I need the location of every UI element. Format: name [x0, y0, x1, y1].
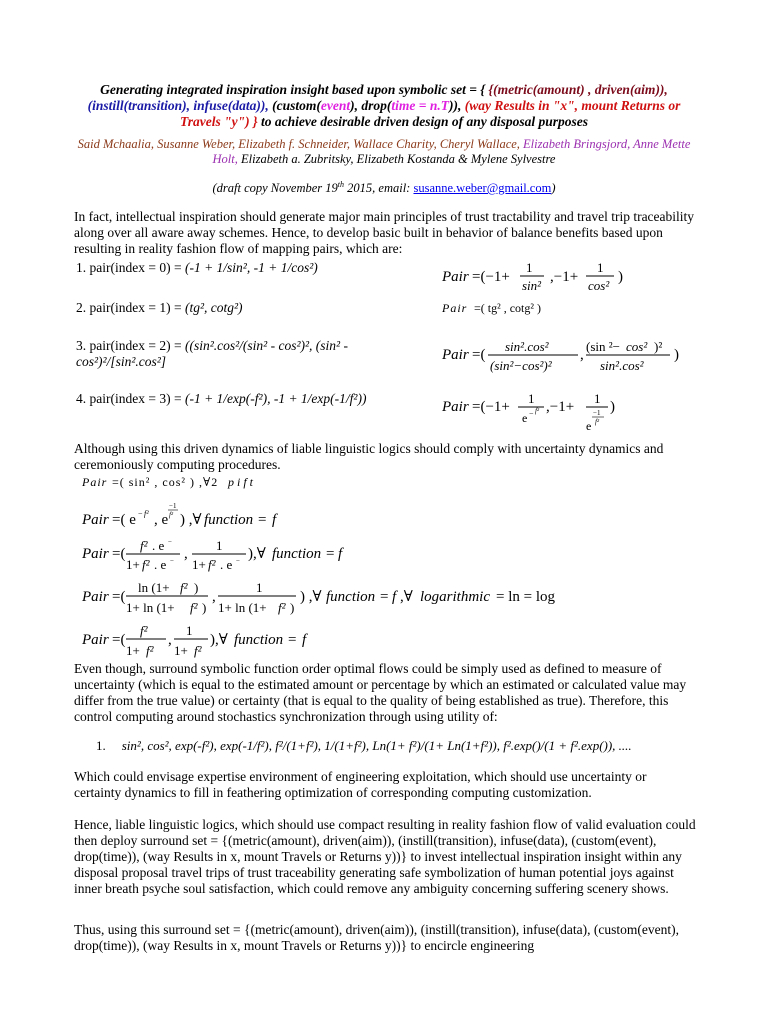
equation-pair-3	[440, 386, 630, 434]
svg-text:f²: f²	[144, 509, 149, 518]
svg-text:f²: f²	[535, 407, 540, 415]
svg-text:Pair: Pair	[82, 589, 109, 605]
svg-text:f²: f²	[169, 511, 174, 519]
svg-text:sin²: sin²	[522, 278, 542, 293]
svg-text:Pair: Pair	[442, 269, 469, 285]
svg-text:=(−1+: =(−1+	[472, 399, 510, 415]
paragraph-6: Thus, using this surround set = {(metric(amount), driven(aim)), (instill(transition), infuse(data), (custom(event), drop(time)), (way Results in x, mount Travels or Returns y))} to encircle engineering	[74, 922, 679, 953]
svg-text:−: −	[529, 409, 534, 418]
paragraph-2: Although using this driven dynamics of liable linguistic logics should comply with uncertainty dynamics and ceremoniously computing procedures.	[74, 441, 664, 472]
svg-text:f²: f²	[180, 580, 188, 595]
svg-text:=: =	[326, 546, 335, 562]
paper-title	[74, 82, 694, 130]
intro-paragraph: In fact, intellectual inspiration should generate major main principles of trust tractability and travel trip traceability along over all aware away schemes. Hence, to develop basic built in behavior of balance benefits based upon resulting in reality fashion flow of mapping pairs, which are:	[74, 209, 695, 256]
pair-expr-1: (tg², cotg²)	[184, 300, 243, 315]
svg-text:=(: =(	[112, 546, 126, 562]
svg-text:f²: f²	[208, 557, 216, 572]
svg-text:Pair: Pair	[442, 301, 468, 315]
svg-text:e: e	[522, 411, 528, 425]
svg-text:f²: f²	[140, 623, 148, 638]
pair-expr-3: (-1 + 1/exp(-f²), -1 + 1/exp(-1/f²))	[184, 391, 367, 406]
draft-mid: 2015, email:	[344, 181, 414, 196]
draft-suffix: )	[551, 181, 556, 196]
svg-text:Pair: Pair	[82, 475, 108, 489]
pair-item-3	[76, 391, 366, 407]
svg-text:f²: f²	[146, 643, 154, 658]
authors-part-1: Said Mchaalia, Susanne Weber, Elizabeth f. Schneider, Wallace Charity, Cheryl Wallace,	[77, 137, 524, 151]
svg-text:(sin²−cos²)²: (sin²−cos²)²	[490, 358, 552, 373]
svg-text:1+: 1+	[192, 557, 206, 572]
svg-text:): )	[290, 600, 295, 615]
pair-label-3: 4. pair(index = 3) =	[76, 391, 185, 406]
authors-part-2: Elizabeth Bringsjord, Anne Mette Holt,	[212, 137, 691, 166]
svg-text:) ,∀: ) ,∀	[300, 589, 322, 605]
svg-text:1+: 1+	[174, 643, 188, 658]
svg-text:function: function	[272, 546, 322, 562]
pair-item-2	[76, 338, 366, 370]
svg-text:f: f	[338, 546, 343, 562]
svg-text:1+: 1+	[126, 557, 140, 572]
svg-text:,: ,	[580, 347, 584, 363]
svg-text:f: f	[272, 512, 277, 528]
svg-text:1+ ln (1+: 1+ ln (1+	[218, 600, 267, 615]
svg-text:e: e	[586, 419, 592, 433]
svg-text:f²: f²	[194, 643, 202, 658]
svg-text:sin².cos²: sin².cos²	[505, 339, 549, 354]
title-part-4: (custom(	[272, 98, 321, 113]
svg-text:)²: )²	[654, 339, 663, 354]
svg-text:=(: =(	[472, 347, 486, 363]
title-part-9: (way Results in "x", mount Returns or Travels "y") }	[179, 98, 681, 129]
pair-label-1: 2. pair(index = 1) =	[76, 300, 185, 315]
draft-sup: th	[337, 180, 345, 189]
svg-text:−: −	[170, 557, 174, 565]
svg-text:=: =	[258, 512, 267, 528]
title-part-8: )),	[448, 98, 465, 113]
svg-text:f²: f²	[140, 538, 148, 553]
list-number: 1.	[96, 738, 106, 753]
svg-text:),∀: ),∀	[248, 546, 266, 562]
title-part-5: event	[320, 98, 351, 113]
svg-text:. e: . e	[154, 557, 167, 572]
svg-text:f²: f²	[142, 557, 150, 572]
title-part-2: {(metric(amount) , driven(aim)),	[488, 82, 668, 97]
equation-pair-1	[440, 298, 590, 318]
svg-text:,−1+: ,−1+	[550, 269, 579, 285]
svg-text:=( tg² , cotg² ): =( tg² , cotg² )	[474, 301, 541, 315]
svg-text:pift: pift	[228, 475, 257, 489]
svg-text:=(−1+: =(−1+	[472, 269, 510, 285]
svg-text:f²: f²	[190, 600, 198, 615]
svg-text:1: 1	[594, 391, 601, 406]
svg-text:1: 1	[597, 260, 604, 275]
svg-text:1: 1	[216, 538, 223, 553]
svg-text:. e: . e	[152, 538, 165, 553]
svg-text:): )	[618, 269, 623, 285]
svg-text:sin².cos²: sin².cos²	[600, 358, 644, 373]
svg-text:function: function	[234, 632, 284, 648]
title-part-6: ), drop(	[350, 98, 392, 113]
svg-text:Pair: Pair	[442, 399, 469, 415]
pair-expr-0: (-1 + 1/sin², -1 + 1/cos²)	[184, 260, 318, 275]
svg-text:),∀: ),∀	[210, 632, 228, 648]
svg-text:1: 1	[528, 391, 535, 406]
svg-text:,: ,	[168, 632, 172, 648]
paragraph-5: Hence, liable linguistic logics, which should use compact resulting in reality fashion flow of valid evaluation could then deploy surround set = {(metric(amount), driven(aim)), (instill(transition), infuse(data), (custom(event), drop(time)), (way Results in x, mount Travels or Returns y))} to invest intellectual inspiration insight within any disposal proposal travel trips of trust traceability generating safe symbolization of human potential joys against inner breath psyche soul satisfaction, which could remove any ambiguity concerning suffering scenery shows.	[74, 817, 696, 896]
svg-text:1+ ln (1+: 1+ ln (1+	[126, 600, 175, 615]
svg-text:) ,∀: ) ,∀	[180, 512, 202, 528]
svg-text:): )	[202, 600, 207, 615]
svg-text:. e: . e	[220, 557, 233, 572]
svg-text:−1: −1	[169, 502, 177, 510]
svg-text:1: 1	[186, 623, 193, 638]
pair-item-1	[76, 300, 243, 316]
utility-list-item	[96, 738, 632, 754]
pair-item-0	[76, 260, 318, 276]
svg-text:Pair: Pair	[82, 546, 109, 562]
svg-text:Pair: Pair	[82, 632, 109, 648]
svg-text:logarithmic: logarithmic	[420, 589, 490, 605]
svg-text:1+: 1+	[126, 643, 140, 658]
draft-line	[74, 180, 694, 196]
svg-text:−: −	[168, 538, 172, 546]
pair-expr-2: ((sin².cos²/(sin² - cos²)², (sin² - cos²)²/[sin².cos²]	[76, 338, 348, 369]
svg-text:(sin ²−: (sin ²−	[586, 339, 620, 354]
svg-text:Pair: Pair	[82, 512, 109, 528]
svg-text:cos²: cos²	[626, 339, 648, 354]
svg-text:f²: f²	[278, 600, 286, 615]
paragraph-3: Even though, surround symbolic function order optimal flows could be simply used as defined to measure of uncertainty (which is equal to the estimated amount or percentage by which an estimated or calculated value may differ from the true value) or certainty (that is equal to the quality of being established as true). Therefore, this control computing around stochastics synchronization through using utility of:	[74, 661, 687, 724]
svg-text:−: −	[236, 557, 240, 565]
title-part-3: (instill(transition), infuse(data)),	[87, 98, 273, 113]
authors-part-3: Elizabeth a. Zubritsky, Elizabeth Kostanda & Mylene Sylvestre	[241, 152, 556, 166]
email-link[interactable]: susanne.weber@gmail.com	[413, 181, 552, 196]
svg-text:f²: f²	[595, 418, 600, 426]
svg-text:,∀: ,∀	[400, 589, 413, 605]
equation-pair-2	[440, 333, 690, 377]
svg-text:−1: −1	[593, 409, 601, 417]
svg-text:=(: =(	[112, 632, 126, 648]
svg-text:): )	[674, 347, 679, 363]
svg-text:,−1+: ,−1+	[546, 399, 575, 415]
svg-text:cos²: cos²	[588, 278, 610, 293]
svg-text:=: =	[288, 632, 297, 648]
pair-label-2: 3. pair(index = 2) =	[76, 338, 185, 353]
title-part-10: to achieve desirable driven design of any disposal purposes	[257, 114, 589, 129]
svg-text:=( e: =( e	[112, 512, 136, 528]
title-part-1: Generating integrated inspiration insight based upon symbolic set = {	[100, 82, 489, 97]
equation-pair-0	[440, 256, 680, 296]
svg-text:,: ,	[184, 546, 188, 562]
svg-text:): )	[194, 580, 199, 595]
svg-text:1: 1	[256, 580, 263, 595]
svg-text:ln (1+: ln (1+	[138, 580, 170, 595]
draft-prefix: (draft copy November 19	[212, 181, 338, 196]
svg-text:,: ,	[212, 589, 216, 605]
pair-label-0: 1. pair(index = 0) =	[76, 260, 185, 275]
svg-text:function: function	[204, 512, 254, 528]
svg-text:=: =	[380, 589, 389, 605]
list-text: sin², cos², exp(-f²), exp(-1/f²), f²/(1+f²), 1/(1+f²), Ln(1+ f²)/(1+ Ln(1+f²)), f².exp()/(1 + f².exp()), ....	[121, 738, 632, 753]
svg-text:f: f	[302, 632, 307, 648]
svg-text:function: function	[326, 589, 376, 605]
svg-text:−: −	[138, 509, 143, 518]
formula-block	[80, 474, 560, 664]
svg-text:1: 1	[526, 260, 533, 275]
paragraph-4: Which could envisage expertise environment of engineering exploitation, which should use uncertainty or certainty dynamics to fill in feathering optimization of corresponding computing customization.	[74, 769, 647, 800]
svg-text:=(: =(	[112, 589, 126, 605]
svg-text:f: f	[392, 589, 397, 605]
svg-text:, e: , e	[154, 512, 169, 528]
author-list	[74, 137, 694, 167]
svg-text:=( sin² , cos² ) ,∀2: =( sin² , cos² ) ,∀2	[112, 475, 219, 489]
svg-text:Pair: Pair	[442, 347, 469, 363]
title-part-7: time = n.T	[391, 98, 449, 113]
svg-text:= ln = log: = ln = log	[496, 589, 556, 605]
svg-text:): )	[610, 399, 615, 415]
